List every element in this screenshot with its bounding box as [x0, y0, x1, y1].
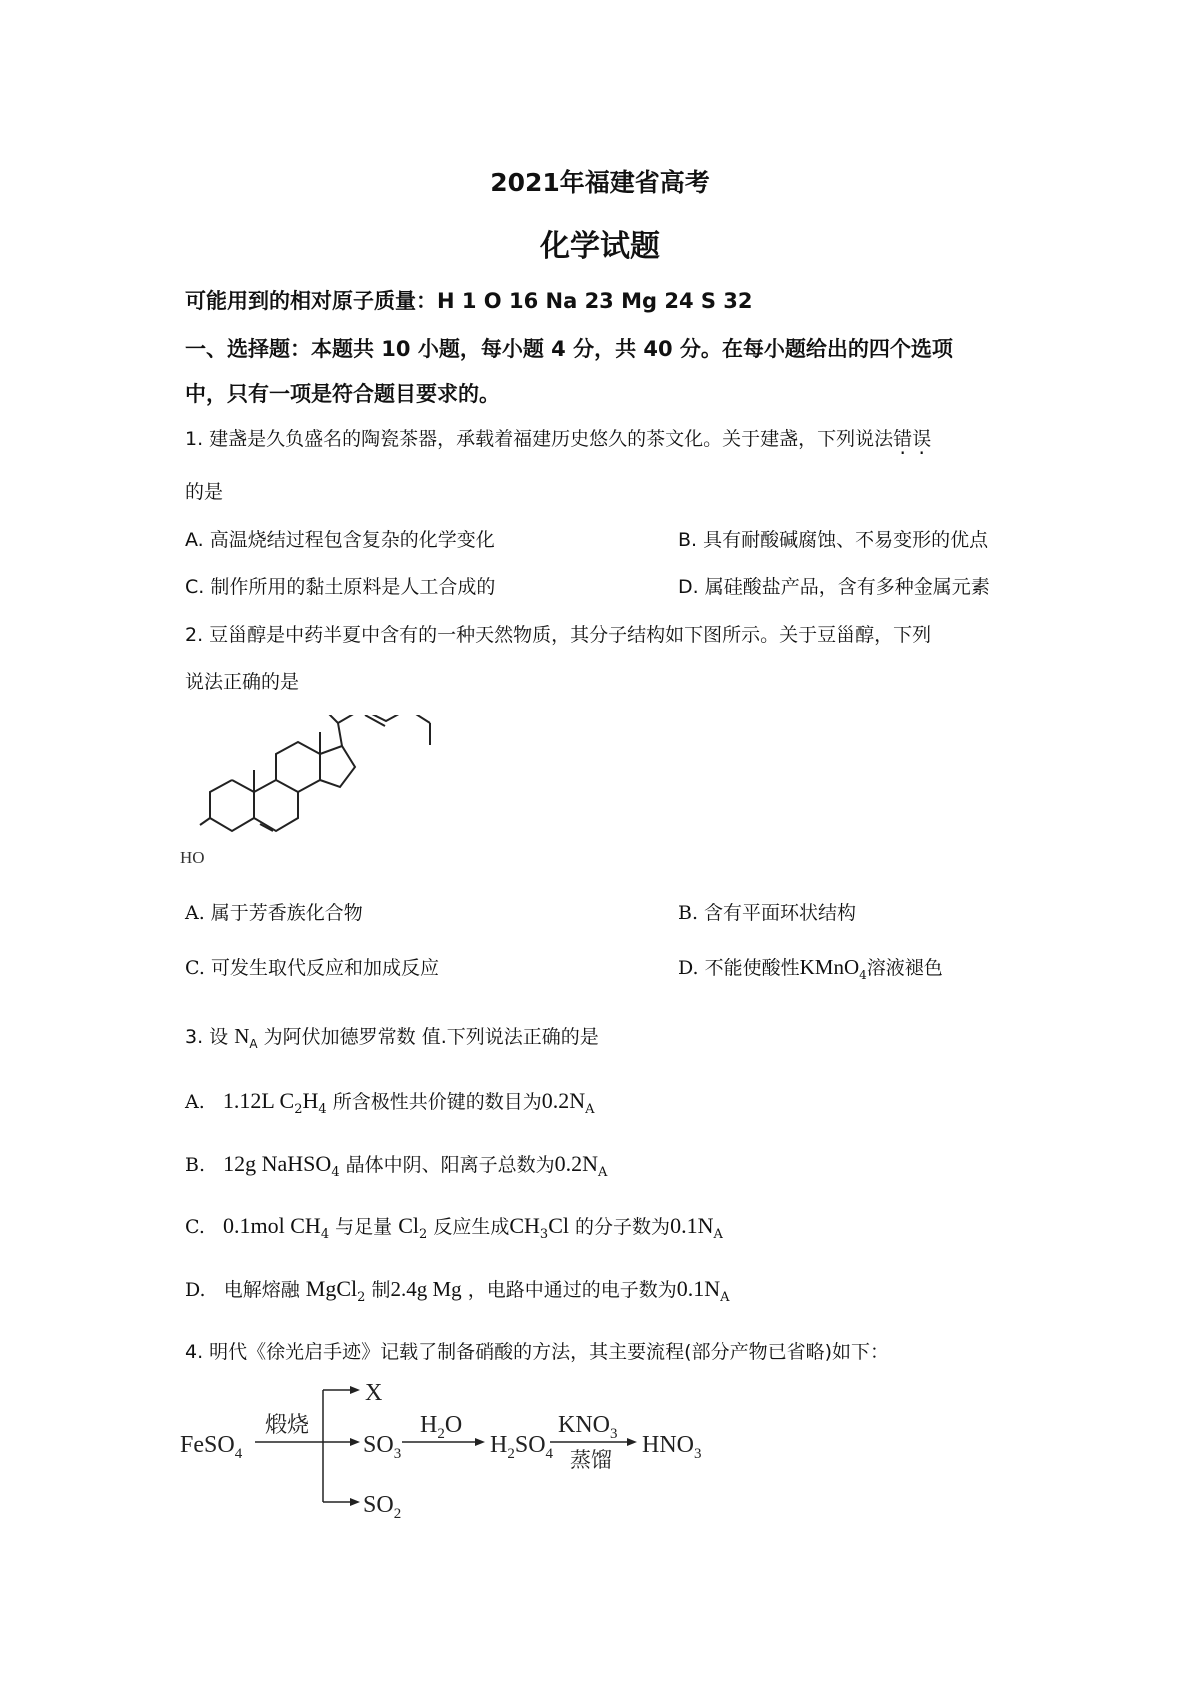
flow-hno3: $HNO_3$ — [642, 1432, 702, 1462]
flow-kno3-label: $KNO_3$ — [558, 1412, 618, 1442]
q3c-t5: CH — [509, 1213, 540, 1238]
q2-option-a: A. 属于芳香族化合物 — [185, 902, 363, 924]
q3d-t4: 2.4g Mg — [390, 1277, 462, 1301]
q2-option-d-pre: D. 不能使酸性 — [678, 957, 800, 979]
arrowhead-top — [350, 1386, 360, 1394]
side-double-bond — [365, 715, 385, 726]
q3d-label: D. — [185, 1279, 206, 1301]
q2-option-d — [678, 953, 943, 982]
q3b-t2: 晶体中阴、阳离子总数为 — [345, 1154, 555, 1176]
q3c-t2: 与足量 — [335, 1216, 393, 1238]
flow-so3: $SO_3$ — [363, 1432, 402, 1462]
q2-stem-line1: 2. 豆甾醇是中药半夏中含有的一种天然物质，其分子结构如下图所示。关于豆甾醇，下列 — [185, 624, 932, 646]
q1-stem — [185, 424, 931, 451]
q2-option-d-sub: 4 — [859, 967, 867, 982]
q3b-s3: A — [598, 1164, 608, 1180]
q3b-t3: 0.2N — [554, 1151, 599, 1176]
q1-option-d: D. 属硅酸盐产品，含有多种金属元素 — [678, 576, 990, 598]
q3c-s5: 3 — [539, 1226, 549, 1242]
arrowhead-kno3 — [627, 1438, 637, 1446]
q3c-s3: 2 — [419, 1226, 428, 1242]
q3d-t1: 电解熔融 — [223, 1279, 300, 1301]
q3c-s8: A — [713, 1226, 723, 1242]
exam-title: 2021年福建省高考 — [490, 168, 710, 197]
q3c-s1: 4 — [320, 1226, 330, 1242]
q3a-s1: 2 — [294, 1101, 303, 1117]
arrowhead-bot — [350, 1498, 360, 1506]
section1-line1: 一、选择题：本题共 10 小题，每小题 4 分，共 40 分。在每小题给出的四个选项 — [185, 337, 953, 361]
flow-so2: $SO_2$ — [363, 1492, 402, 1520]
q3a-t2: H — [302, 1088, 319, 1113]
q2-stem-line2: 说法正确的是 — [185, 671, 300, 693]
oh-bond — [200, 818, 210, 825]
q3-stem — [185, 1022, 599, 1051]
ring-a — [210, 780, 254, 831]
q3d-t6: 0.1N — [676, 1276, 721, 1301]
q3d-t3: 制 — [371, 1279, 391, 1301]
q3c-label: C. — [185, 1216, 205, 1238]
q1-option-c: C. 制作所用的黏土原料是人工合成的 — [185, 576, 496, 598]
q2-option-c: C. 可发生取代反应和加成反应 — [185, 957, 439, 979]
q3-option-c — [185, 1212, 723, 1242]
section1-line2: 中，只有一项是符合题目要求的。 — [185, 382, 500, 406]
q3-option-b — [185, 1150, 607, 1180]
q3c-t7: 的分子数为 — [575, 1216, 671, 1238]
q1-stem-line2: 的是 — [185, 481, 224, 503]
q3a-t1: 1.12L C — [222, 1088, 295, 1113]
subject-title: 化学试题 — [540, 229, 660, 264]
q3d-t5: ，电路中通过的电子数为 — [467, 1279, 677, 1301]
q1-emph-2: 误 — [912, 428, 932, 450]
arrowhead-water — [475, 1438, 485, 1446]
q3a-label: A. — [185, 1091, 205, 1113]
q3c-t8: 0.1N — [670, 1213, 714, 1238]
q1-option-a: A. 高温烧结过程包含复杂的化学变化 — [185, 529, 495, 551]
q3d-s6: A — [720, 1289, 730, 1305]
q3a-t3: 所含极性共价键的数目为 — [332, 1091, 542, 1113]
q3b-s1: 4 — [331, 1164, 340, 1180]
q3c-t1: 0.1mol CH — [223, 1213, 321, 1238]
q3b-t1: 12g NaHSO — [223, 1151, 332, 1176]
ring-d — [320, 746, 355, 787]
q3d-s2: 2 — [357, 1289, 366, 1305]
q2-option-b: B. 含有平面环状结构 — [678, 902, 857, 924]
q3d-t2: MgCl — [305, 1276, 358, 1301]
nitric-acid-flowchart — [180, 1370, 740, 1520]
q3a-s2: 4 — [318, 1101, 327, 1117]
q3b-label: B. — [185, 1154, 206, 1176]
q2-option-d-post: 溶液褪色 — [866, 957, 943, 979]
q1-stem-text: 1. 建盏是久负盛名的陶瓷茶器，承载着福建历史悠久的茶文化。关于建盏，下列说法 — [185, 428, 894, 450]
flow-x: X — [365, 1380, 383, 1406]
structure-ho-label: HO — [180, 848, 205, 867]
q3-option-a — [185, 1087, 594, 1117]
q3a-s4: A — [585, 1101, 595, 1117]
flow-feso4: FeSO$_4$ — [180, 1432, 243, 1462]
q3-stem-pre: 3. 设 — [185, 1026, 229, 1048]
q2-option-d-formula: KMnO — [799, 955, 860, 979]
arrowhead-mid — [350, 1438, 360, 1446]
atomic-masses: 可能用到的相对原子质量：H 1 O 16 Na 23 Mg 24 S 32 — [185, 289, 753, 313]
q3c-t3: Cl — [398, 1213, 420, 1238]
flow-distill-label: 蒸馏 — [570, 1448, 612, 1472]
q4-stem: 4. 明代《徐光启手迹》记载了制备硝酸的方法，其主要流程(部分产物已省略)如下： — [185, 1341, 889, 1363]
q3-stem-post: 为阿伏加德罗常数 值.下列说法正确的是 — [263, 1026, 599, 1048]
q3-na-sub: A — [249, 1036, 258, 1051]
q3-na: N — [234, 1024, 250, 1048]
q1-option-b: B. 具有耐酸碱腐蚀、不易变形的优点 — [678, 529, 989, 551]
q1-emph-1: 错 — [893, 428, 913, 450]
q3-option-d — [185, 1275, 730, 1305]
flow-water-label: $H_2O$ — [420, 1412, 463, 1442]
q3a-t4: 0.2N — [541, 1088, 586, 1113]
q3c-t4: 反应生成 — [433, 1216, 510, 1238]
side-methyl — [322, 715, 338, 723]
stigmasterol-structure — [180, 715, 440, 875]
side-chain — [338, 715, 430, 746]
flow-calcine-label: 煅烧 — [265, 1413, 310, 1438]
q3c-t6: Cl — [548, 1213, 569, 1238]
flow-h2so4: $H_2SO_4$ — [490, 1432, 554, 1462]
